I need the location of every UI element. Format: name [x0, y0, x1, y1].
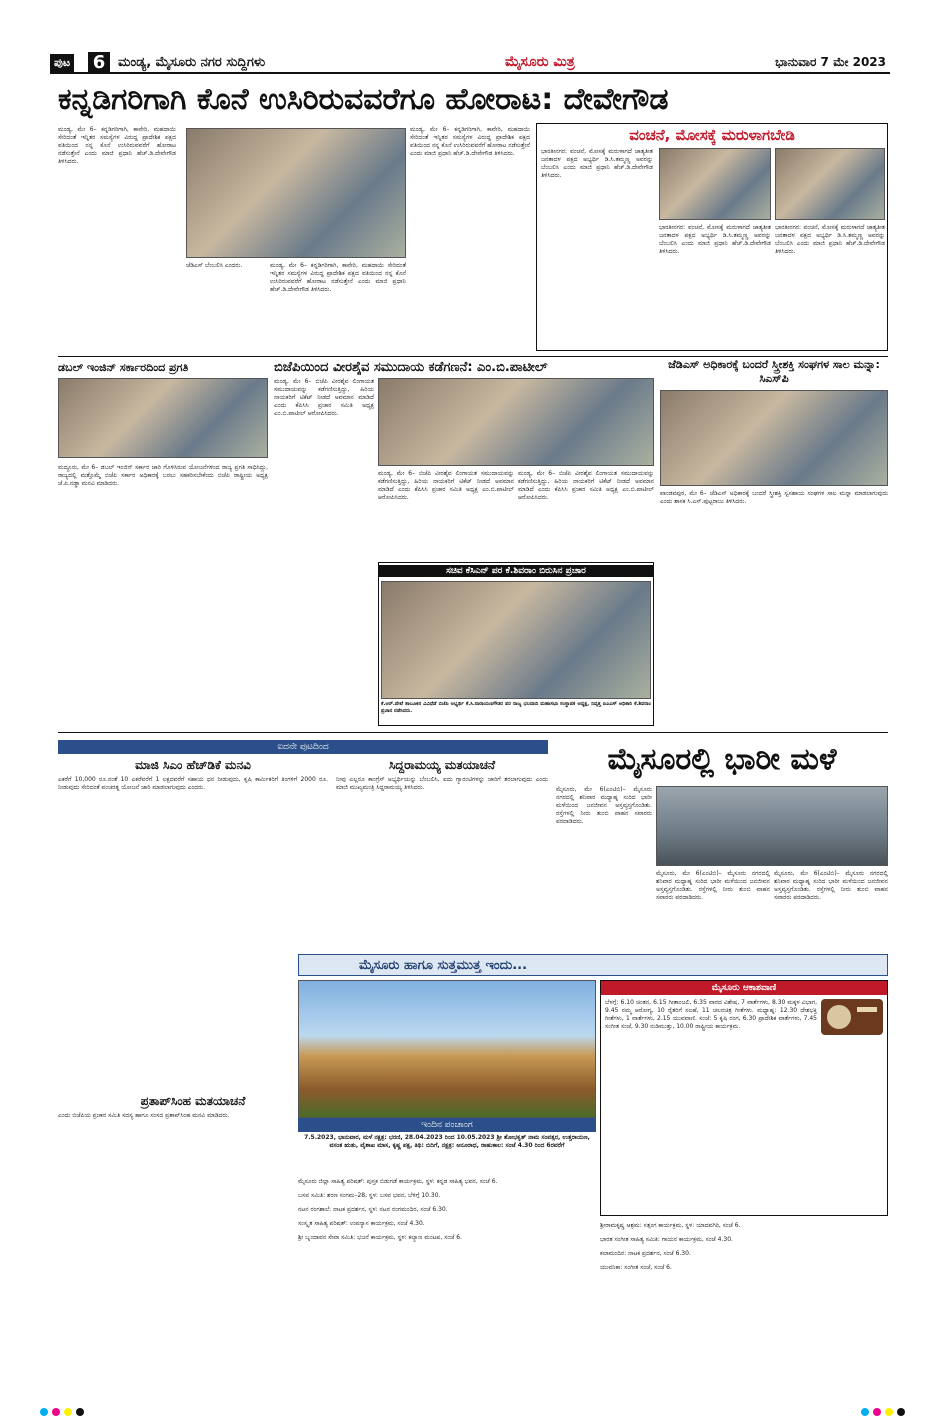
- events-title: ಮೈಸೂರು ಹಾಗೂ ಸುತ್ತಮುತ್ತ ಇಂದು...: [359, 958, 528, 973]
- event-item: ಶ್ರೀರಾಮಕೃಷ್ಣ ಆಶ್ರಮ: ಸತ್ಸಂಗ ಕಾರ್ಯಕ್ರಮ, ಸ್ಥಳ: ಯಾದವಗಿರಿ, ಸಂಜೆ 6.: [600, 1222, 741, 1229]
- black-mark-icon: [897, 1408, 905, 1416]
- event-item: ನಟನ ರಂಗಶಾಲೆ: ನಾಟಕ ಪ್ರದರ್ಶನ, ಸ್ಥಳ: ನಟನ ರಂಗಮಂದಿರ, ಸಂಜೆ 6.30.: [298, 1206, 448, 1213]
- campaign-photo: [381, 581, 651, 699]
- rain-body-2: ಮೈಸೂರು, ಮೇ 6(ಎಂಟಿಬಿ)– ಮೈಸೂರು ನಗರದಲ್ಲಿ ಶನಿವಾರ ಮಧ್ಯಾಹ್ನ ಸುರಿದ ಭಾರೀ ಮಳೆಯಿಂದ ಜನಜೀವನ ಅಸ್ತವ್ಯಸ್ತಗೊಂಡಿತು. ರಸ್ತೆಗಳಲ್ಲಿ ನೀರು ತುಂಬಿ ವಾಹನ ಸವಾರರು ಪರದಾಡಿದರು.: [656, 870, 770, 901]
- rain-photo: [656, 786, 888, 866]
- hdk-body: ಎಕರೆಗೆ 10,000 ರೂ.ನಂತೆ 10 ಎಕರೆವರೆಗೆ 1 ಲಕ್ಷದವರೆಗೆ ಸಹಾಯ ಧನ ನೀಡುವುದು, ಕೃಷಿ ಕಾರ್ಮಿಕರಿಗೆ ತಿಂಗಳಿಗೆ 2000 ರೂ. ನೀಡುವುದು ಸೇರಿದಂತೆ ಪಂಚರತ್ನ ಯೋಜನೆ ಜಾರಿ ಮಾಡಲಾಗುವುದು ಎಂದರು.: [58, 776, 328, 791]
- boxed-photo-2: [775, 148, 885, 220]
- jds-body: ಪಾಂಡವಪುರ, ಮೇ 6– ಜೆಡಿಎಸ್ ಅಧಿಕಾರಕ್ಕೆ ಬಂದರೆ ಸ್ತ್ರೀಶಕ್ತಿ ಸ್ವಸಹಾಯ ಸಂಘಗಳ ಸಾಲ ಮನ್ನಾ ಮಾಡಲಾಗುವುದು ಎಂದು ಶಾಸಕ ಸಿ.ಎಸ್.ಪುಟ್ಟರಾಜು ತಿಳಿಸಿದರು.: [660, 490, 888, 505]
- events-right-list: [600, 1222, 888, 1372]
- print-marks: [40, 1408, 905, 1416]
- panchanga-title: ಇಂದಿನ ಪಂಚಾಂಗ: [298, 1118, 596, 1132]
- siddaramaiah-headline: ಸಿದ್ದರಾಮಯ್ಯ ಮತಯಾಚನೆ: [388, 758, 496, 772]
- campaign-caption: ಕೆ.ಆರ್.ಪೇಟೆ ತಾಲೂಕಿನ ವಿವಿಧೆಡೆ ಬಿಜೆಪಿ ಅಭ್ಯರ್ಥಿ ಕೆ.ಸಿ.ನಾರಾಯಣಗೌಡರ ಪರ ರಾಜ್ಯ ಛಲವಾದಿ ಮಹಾಸಭಾ ಸಂಸ್ಥಾಪಕ ಅಧ್ಯಕ್ಷ, ನಿವೃತ್ತ ಐಎಎಸ್ ಅಧಿಕಾರಿ ಕೆ.ಶಿವರಾಂ ಪ್ರಚಾರ ನಡೆಸಿದರು.: [381, 701, 651, 714]
- boxed-story: [536, 123, 888, 351]
- event-item: ಕಲಾಮಂದಿರ: ನಾಟಕ ಪ್ರದರ್ಶನ, ಸಂಜೆ 6.30.: [600, 1250, 691, 1257]
- date: ಭಾನುವಾರ 7 ಮೇ 2023: [775, 55, 886, 69]
- rain-body: ಮೈಸೂರು, ಮೇ 6(ಎಂಟಿಬಿ)– ಮೈಸೂರು ನಗರದಲ್ಲಿ ಶನಿವಾರ ಮಧ್ಯಾಹ್ನ ಸುರಿದ ಭಾರೀ ಮಳೆಯಿಂದ ಜನಜೀವನ ಅಸ್ತವ್ಯಸ್ತಗೊಂಡಿತು. ರಸ್ತೆಗಳಲ್ಲಿ ನೀರು ತುಂಬಿ ವಾಹನ ಸವಾರರು ಪರದಾಡಿದರು.: [556, 786, 652, 825]
- magenta-mark-icon: [52, 1408, 60, 1416]
- divider-2: [58, 732, 888, 733]
- pratap-body: ಎಂದು ಬಿಜೆಪಿಯ ಪ್ರಚಾರ ಸಮಿತಿ ಸದಸ್ಯ ಹಾಗೂ ಸಂಸದ ಪ್ರತಾಪ್‌ಸಿಂಹ ಮನವಿ ಮಾಡಿದರು.: [58, 1112, 230, 1119]
- lead-headline: ಕನ್ನಡಿಗರಿಗಾಗಿ ಕೊನೆ ಉಸಿರಿರುವವರೆಗೂ ಹೋರಾಟ: ದೇವೇಗೌಡ: [58, 82, 669, 117]
- double-engine-body: ಮದ್ದೂರು, ಮೇ 6– ಡಬಲ್ ಇಂಜಿನ್ ಸರ್ಕಾರ ಜಾರಿ ಗೊಳಿಸಿರುವ ಯೋಜನೆಗಳಿಂದ ರಾಜ್ಯ ಪ್ರಗತಿ ಸಾಧಿಸಿದ್ದು, ರಾಜ್ಯದಲ್ಲಿ ಮತ್ತೊಮ್ಮೆ ಬಿಜೆಪಿ ಸರ್ಕಾರ ಅಧಿಕಾರಕ್ಕೆ ಬರಲು ಸಹಕರಿಸಬೇಕೆಂದು ಬಿಜೆಪಿ ರಾಷ್ಟ್ರೀಯ ಅಧ್ಯಕ್ಷ ಜೆ.ಪಿ.ನಡ್ಡಾ ಮನವಿ ಮಾಡಿದರು.: [58, 464, 268, 487]
- divider: [58, 356, 888, 357]
- rain-body-3: ಮೈಸೂರು, ಮೇ 6(ಎಂಟಿಬಿ)– ಮೈಸೂರು ನಗರದಲ್ಲಿ ಶನಿವಾರ ಮಧ್ಯಾಹ್ನ ಸುರಿದ ಭಾರೀ ಮಳೆಯಿಂದ ಜನಜೀವನ ಅಸ್ತವ್ಯಸ್ತಗೊಂಡಿತು. ರಸ್ತೆಗಳಲ್ಲಿ ನೀರು ತುಂಬಿ ವಾಹನ ಸವಾರರು ಪರದಾಡಿದರು.: [774, 870, 888, 901]
- veerashaiva-body-3: ಮಂಡ್ಯ, ಮೇ 6– ಬಿಜೆಪಿ ವೀರಶೈವ ಲಿಂಗಾಯತ ಸಮುದಾಯವನ್ನು ಕಡೆಗಣಿಸುತ್ತಿದ್ದು, ಹಿರಿಯ ನಾಯಕರಿಗೆ ಟಿಕೆಟ್ ನೀಡದೆ ಅವಮಾನ ಮಾಡಿದೆ ಎಂದು ಕೆಪಿಸಿಸಿ ಪ್ರಚಾರ ಸಮಿತಿ ಅಧ್ಯಕ್ಷ ಎಂ.ಬಿ.ಪಾಟೀಲ್ ಆರೋಪಿಸಿದರು.: [518, 470, 654, 501]
- hdk-headline: ಮಾಜಿ ಸಿಎಂ ಹೆಚ್‌ಡಿಕೆ ಮನವಿ: [135, 758, 251, 772]
- page-header: [50, 52, 890, 74]
- events-list: [298, 1178, 596, 1378]
- panchanga-text: 7.5.2023, ಭಾನುವಾರ, ಮಳೆ ನಕ್ಷತ್ರ: ಭರಣಿ, 28.04.2023 ರಿಂದ 10.05.2023 ಶ್ರೀ ಶೋಭಕೃತ್ ನಾಮ ಸಂವತ್ಸರ, ಉತ್ತರಾಯಣ, ವಸಂತ ಋತು, ವೈಶಾಖ ಮಾಸ, ಕೃಷ್ಣ ಪಕ್ಷ, ತಿಥಿ: ಬಿದಿಗೆ, ನಕ್ಷತ್ರ: ಅನೂರಾಧ, ರಾಹುಕಾಲ: ಸಂಜೆ 4.30 ರಿಂದ 6ರವರೆಗೆ: [304, 1134, 590, 1149]
- dial-icon: [857, 1007, 877, 1012]
- veerashaiva-headline: ಬಿಜೆಪಿಯಿಂದ ವೀರಶೈವ ಸಮುದಾಯ ಕಡೆಗಣನೆ: ಎಂ.ಬಿ.ಪಾಟೀಲ್: [274, 360, 548, 375]
- masthead: ಮೈಸೂರು ಮಿತ್ರ: [505, 54, 575, 70]
- page-number: 6: [88, 52, 110, 74]
- black-mark-icon: [76, 1408, 84, 1416]
- radio-icon: [821, 999, 883, 1035]
- double-engine-headline: ಡಬಲ್ ಇಂಜಿನ್ ಸರ್ಕಾರದಿಂದ ಪ್ರಗತಿ: [58, 361, 189, 374]
- veerashaiva-body: ಮಂಡ್ಯ, ಮೇ 6– ಬಿಜೆಪಿ ವೀರಶೈವ ಲಿಂಗಾಯತ ಸಮುದಾಯವನ್ನು ಕಡೆಗಣಿಸುತ್ತಿದ್ದು, ಹಿರಿಯ ನಾಯಕರಿಗೆ ಟಿಕೆಟ್ ನೀಡದೆ ಅವಮಾನ ಮಾಡಿದೆ ಎಂದು ಕೆಪಿಸಿಸಿ ಪ್ರಚಾರ ಸಮಿತಿ ಅಧ್ಯಕ್ಷ ಎಂ.ಬಿ.ಪಾಟೀಲ್ ಆರೋಪಿಸಿದರು.: [274, 378, 374, 417]
- radio-title: ಮೈಸೂರು ಆಕಾಶವಾಣಿ: [601, 981, 887, 995]
- veerashaiva-photo: [378, 378, 654, 466]
- veerashaiva-body-2: ಮಂಡ್ಯ, ಮೇ 6– ಬಿಜೆಪಿ ವೀರಶೈವ ಲಿಂಗಾಯತ ಸಮುದಾಯವನ್ನು ಕಡೆಗಣಿಸುತ್ತಿದ್ದು, ಹಿರಿಯ ನಾಯಕರಿಗೆ ಟಿಕೆಟ್ ನೀಡದೆ ಅವಮಾನ ಮಾಡಿದೆ ಎಂದು ಕೆಪಿಸಿಸಿ ಪ್ರಚಾರ ಸಮಿತಿ ಅಧ್ಯಕ್ಷ ಎಂ.ಬಿ.ಪಾಟೀಲ್ ಆರೋಪಿಸಿದರು.: [378, 470, 514, 501]
- lead-body: ಮಂಡ್ಯ, ಮೇ 6– ಕನ್ನಡಿಗರಿಗಾಗಿ, ಕಾವೇರಿ, ಮಹದಾಯಿ ಸೇರಿದಂತೆ ಇನ್ನಿತರ ಸಮಸ್ಯೆಗಳ ವಿರುದ್ಧ ಪ್ರಾದೇಶಿಕ ಪಕ್ಷದ ವತಿಯಿಂದ ನನ್ನ ಕೊನೆ ಉಸಿರಿರುವವರೆಗೆ ಹೋರಾಟ ನಡೆಸುತ್ತೇನೆ ಎಂದು ಮಾಜಿ ಪ್ರಧಾನಿ ಹೆಚ್.ಡಿ.ದೇವೇಗೌಡ ತಿಳಿಸಿದರು.: [58, 126, 176, 165]
- boxed-body-3: ಭಾರತೀನಗರ: ವಂಚನೆ, ಮೋಸಕ್ಕೆ ಮರುಳಾಗದೆ ಜಾತ್ಯತೀತ ಜನತಾದಳ ಪಕ್ಷದ ಅಭ್ಯರ್ಥಿ ಡಿ.ಸಿ.ತಮ್ಮಣ್ಣ ಅವರನ್ನು ಬೆಂಬಲಿಸಿ ಎಂದು ಮಾಜಿ ಪ್ರಧಾನಿ ಹೆಚ್.ಡಿ.ದೇವೇಗೌಡ ತಿಳಿಸಿದರು.: [775, 224, 885, 255]
- boxed-headline: ವಂಚನೆ, ಮೋಸಕ್ಕೆ ಮರುಳಾಗಬೇಡಿ: [629, 126, 795, 144]
- event-item: ಸಂಸ್ಕೃತ ಸಾಹಿತ್ಯ ಪರಿಷತ್: ಉಪನ್ಯಾಸ ಕಾರ್ಯಕ್ರಮ, ಸಂಜೆ 4.30.: [298, 1220, 425, 1227]
- cyan-mark-icon: [861, 1408, 869, 1416]
- rain-headline: ಮೈಸೂರಲ್ಲಿ ಭಾರೀ ಮಳೆ: [607, 742, 837, 777]
- pratap-headline: ಪ್ರತಾಪ್‌ಸಿಂಹ ಮತಯಾಚನೆ: [140, 1094, 246, 1108]
- lead-body-3: ಮಂಡ್ಯ, ಮೇ 6– ಕನ್ನಡಿಗರಿಗಾಗಿ, ಕಾವೇರಿ, ಮಹದಾಯಿ ಸೇರಿದಂತೆ ಇನ್ನಿತರ ಸಮಸ್ಯೆಗಳ ವಿರುದ್ಧ ಪ್ರಾದೇಶಿಕ ಪಕ್ಷದ ವತಿಯಿಂದ ನನ್ನ ಕೊನೆ ಉಸಿರಿರುವವರೆಗೆ ಹೋರಾಟ ನಡೆಸುತ್ತೇನೆ ಎಂದು ಮಾಜಿ ಪ್ರಧಾನಿ ಹೆಚ್.ಡಿ.ದೇವೇಗೌಡ ತಿಳಿಸಿದರು.: [410, 126, 530, 157]
- continued-label: ಐದನೇ ಪುಟದಿಂದ: [58, 740, 548, 754]
- event-item: ಭಾರತ ಸಂಗೀತ ಸಾಹಿತ್ಯ ಸಮಿತಿ: ಗಾಯನ ಕಾರ್ಯಕ್ರಮ, ಸಂಜೆ 4.30.: [600, 1236, 733, 1243]
- boxed-photo-1: [659, 148, 771, 220]
- yellow-mark-icon: [885, 1408, 893, 1416]
- cyan-mark-icon: [40, 1408, 48, 1416]
- jds-headline: ಜೆಡಿಎಸ್ ಅಧಿಕಾರಕ್ಕೆ ಬಂದರೆ ಸ್ತ್ರೀಶಕ್ತಿ ಸಂಘಗಳ ಸಾಲ ಮನ್ನಾ: ಸಿಎಸ್‌ಪಿ: [668, 358, 880, 385]
- lead-photo-caption: ಜೆಡಿಎಸ್ ಬೆಂಬಲಿಸಿ ಎಂದರು.: [186, 262, 243, 269]
- yellow-mark-icon: [64, 1408, 72, 1416]
- section-title: ಮಂಡ್ಯ, ಮೈಸೂರು ನಗರ ಸುದ್ದಿಗಳು: [118, 55, 266, 70]
- page-label: ಪುಟ: [50, 54, 74, 72]
- lead-photo: [186, 128, 406, 258]
- speaker-icon: [827, 1005, 851, 1029]
- boxed-body: ಭಾರತೀನಗರ: ವಂಚನೆ, ಮೋಸಕ್ಕೆ ಮರುಳಾಗದೆ ಜಾತ್ಯತೀತ ಜನತಾದಳ ಪಕ್ಷದ ಅಭ್ಯರ್ಥಿ ಡಿ.ಸಿ.ತಮ್ಮಣ್ಣ ಅವರನ್ನು ಬೆಂಬಲಿಸಿ ಎಂದು ಮಾಜಿ ಪ್ರಧಾನಿ ಹೆಚ್.ಡಿ.ದೇವೇಗೌಡ ತಿಳಿಸಿದರು.: [541, 148, 653, 179]
- event-item: ಮೈಸೂರು ಜಿಲ್ಲಾ ಸಾಹಿತ್ಯ ಪರಿಷತ್: ಪುಸ್ತಕ ಬಿಡುಗಡೆ ಕಾರ್ಯಕ್ರಮ, ಸ್ಥಳ: ಕನ್ನಡ ಸಾಹಿತ್ಯ ಭವನ, ಸಂಜೆ 6.: [298, 1178, 498, 1185]
- campaign-box: [378, 562, 654, 726]
- event-item: ಯುವನಿಕಾ: ಸಂಗೀತ ಸಂಜೆ, ಸಂಜೆ 6.: [600, 1264, 672, 1271]
- radio-box: [600, 980, 888, 1216]
- radio-body: ಬೆಳಗ್ಗೆ: 6.10 ಚಿಂತನ, 6.15 ಗೀತಾಂಜಲಿ, 6.35 ವಾರದ ವಿಶೇಷ, 7 ವಾರ್ತೆಗಳು, 8.30 ಮಕ್ಕಳ ವಿಭಾಗ, 9.45 ನಮ್ಮ ಆರೋಗ್ಯ, 10 ರೈತರಿಗೆ ಸಲಹೆ, 11 ಚಲನಚಿತ್ರ ಗೀತೆಗಳು. ಮಧ್ಯಾಹ್ನ: 12.30 ದೇಶಭಕ್ತಿ ಗೀತೆಗಳು, 1 ವಾರ್ತೆಗಳು, 2.15 ಯುವವಾಣಿ. ಸಂಜೆ: 5 ಕೃಷಿ ರಂಗ, 6.30 ಪ್ರಾದೇಶಿಕ ವಾರ್ತೆಗಳು, 7.45 ಸಂಗೀತ ಸಂಜೆ, 9.30 ನುಡಿಮುತ್ತು, 10.00 ರಾಷ್ಟ್ರೀಯ ಕಾರ್ಯಕ್ರಮ.: [605, 999, 817, 1030]
- palace-photo: [298, 980, 596, 1118]
- event-item: ಬಸವ ಸಮಿತಿ: ಶರಣ ಸಂಗಮ–28, ಸ್ಥಳ: ಬಸವ ಭವನ, ಬೆಳಿಗ್ಗೆ 10.30.: [298, 1192, 441, 1199]
- double-engine-photo: [58, 378, 268, 458]
- boxed-body-2: ಭಾರತೀನಗರ: ವಂಚನೆ, ಮೋಸಕ್ಕೆ ಮರುಳಾಗದೆ ಜಾತ್ಯತೀತ ಜನತಾದಳ ಪಕ್ಷದ ಅಭ್ಯರ್ಥಿ ಡಿ.ಸಿ.ತಮ್ಮಣ್ಣ ಅವರನ್ನು ಬೆಂಬಲಿಸಿ ಎಂದು ಮಾಜಿ ಪ್ರಧಾನಿ ಹೆಚ್.ಡಿ.ದೇವೇಗೌಡ ತಿಳಿಸಿದರು.: [659, 224, 771, 255]
- lead-body-2: ಮಂಡ್ಯ, ಮೇ 6– ಕನ್ನಡಿಗರಿಗಾಗಿ, ಕಾವೇರಿ, ಮಹದಾಯಿ ಸೇರಿದಂತೆ ಇನ್ನಿತರ ಸಮಸ್ಯೆಗಳ ವಿರುದ್ಧ ಪ್ರಾದೇಶಿಕ ಪಕ್ಷದ ವತಿಯಿಂದ ನನ್ನ ಕೊನೆ ಉಸಿರಿರುವವರೆಗೆ ಹೋರಾಟ ನಡೆಸುತ್ತೇನೆ ಎಂದು ಮಾಜಿ ಪ್ರಧಾನಿ ಹೆಚ್.ಡಿ.ದೇವೇಗೌಡ ತಿಳಿಸಿದರು.: [270, 262, 406, 293]
- campaign-headline: ಸಚಿವ ಕೆಸಿಎನ್ ಪರ ಕೆ.ಶಿವರಾಂ ಬಿರುಸಿನ ಪ್ರಚಾರ: [379, 565, 653, 577]
- events-title-bar: [298, 954, 888, 976]
- siddaramaiah-body: ನೀವು ಎಲ್ಲರೂ ಕಾಂಗ್ರೆಸ್ ಅಭ್ಯರ್ಥಿಯನ್ನು ಬೆಂಬಲಿಸಿ, ಐದು ಗ್ಯಾರಂಟಿಗಳನ್ನು ಜಾರಿಗೆ ತರಲಾಗುವುದು ಎಂದು ಮಾಜಿ ಮುಖ್ಯಮಂತ್ರಿ ಸಿದ್ದರಾಮಯ್ಯ ತಿಳಿಸಿದರು.: [336, 776, 548, 791]
- jds-photo: [660, 390, 888, 486]
- magenta-mark-icon: [873, 1408, 881, 1416]
- event-item: ಶ್ರೀ ಬೃಂದಾವನ ಸೇವಾ ಸಮಿತಿ: ಭಜನೆ ಕಾರ್ಯಕ್ರಮ, ಸ್ಥಳ: ಕಲ್ಯಾಣ ಮಂಟಪ, ಸಂಜೆ 6.: [298, 1234, 462, 1241]
